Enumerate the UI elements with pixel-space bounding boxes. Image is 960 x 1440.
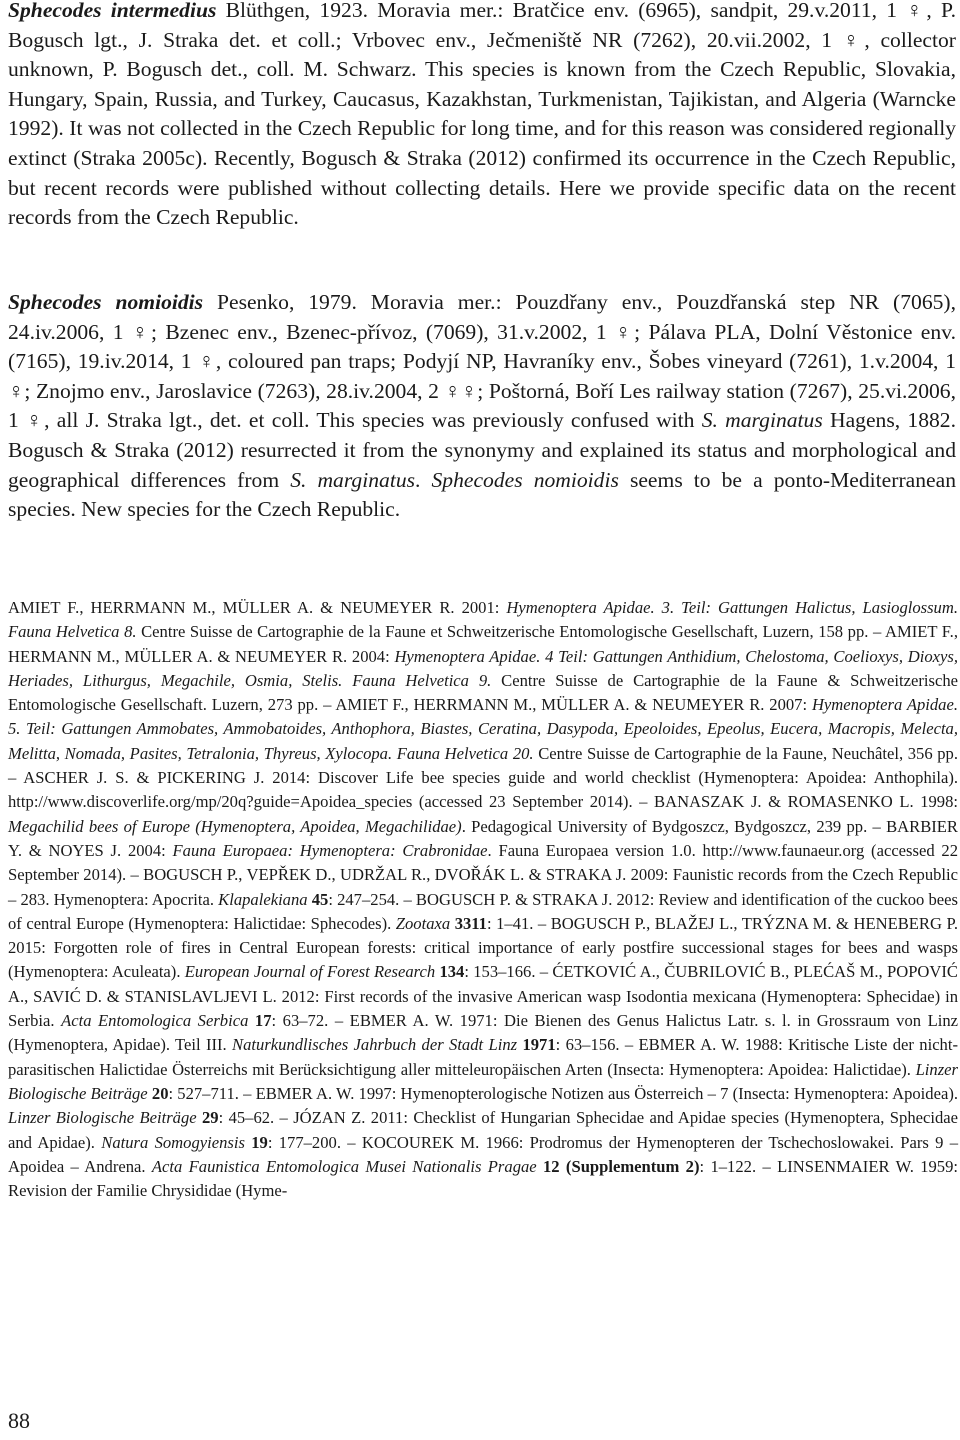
reference-text: . Pedagogical University of Bydgoszcz, Bydgoszcz, 239 pp. – BARBIER Y. & NOYES J. 2004: — [8, 816, 958, 860]
reference-volume: 19 — [251, 1132, 268, 1152]
reference-volume: 20 — [151, 1083, 169, 1103]
reference-title: Fauna Europaea: Hymenoptera: Crabronidae — [172, 840, 488, 860]
reference-volume: 29 — [202, 1108, 219, 1128]
species-account-text: Pesenko, 1979. Moravia mer.: Pouzdřany env., Pouzdřanská step NR (7065), 24.iv.2006, 1 ♀; Bzenec env., Bzenec-přívoz, (7069), 31.v.2002, 1 ♀; Pálava PLA, Dolní Věstonice env. (7165), 19.iv.2014, 1 ♀, coloured pan traps; Podyjí NP, Havraníky env., Šobes vineyard (7261), 1.v.2004, 1 ♀; Znojmo env., Jaroslavice (7263), 28.iv.2004, 2 ♀♀; Poštorná, Boří Les railway station (7267), 25.vi.2006, 1 ♀, all J. Straka lgt., det. et coll. This species was previously confused with — [8, 290, 957, 433]
reference-text: : 527–711. – EBMER A. W. 1997: Hymenopterologische Notizen aus Österreich – 7 (Insecta: Hymenoptera: Apoidea). — [168, 1083, 958, 1103]
species-account-nomioidis — [8, 288, 956, 525]
reference-text: : 63–72. – EBMER A. W. 1971: Die Bienen des Genus Halictus Latr. s. l. in Grossraum von Linz (Hymenoptera, Apidae). Teil III. — [8, 1011, 958, 1055]
reference-text: Centre Suisse de Cartographie de la Faune et Schweitzerische Entomologische Gesellschaft, Luzern, 158 pp. – AMIET F., HERMANN M., MÜLLER A. & NEUMEYER R. 2004: — [8, 622, 958, 666]
species-account-text: . — [415, 467, 432, 492]
reference-title: Linzer Biologische Beiträge — [8, 1108, 197, 1128]
reference-title: Acta Faunistica Entomologica Musei Nationalis Pragae — [151, 1156, 537, 1176]
reference-text: : 177–200. – KOCOUREK M. 1966: Prodromus der Hymenopteren der Tschechoslowakei. Pars 9 – Apoidea – Andrena. — [8, 1132, 959, 1176]
reference-title: Linzer Biologische Beiträge — [8, 1059, 958, 1103]
species-name: Sphecodes intermedius — [8, 0, 217, 22]
reference-text: : 63–156. – EBMER A. W. 1988: Kritische Liste der nicht-parasitischen Halictidae Österreichs mit Berücksichtigung aller mitteleuropäischen Arten (Insecta: Hymenoptera: Apoidea: Halictidae). — [8, 1035, 958, 1079]
species-account-intermedius — [8, 0, 956, 233]
species-account-text: Hagens, 1882. Bogusch & Straka (2012) resurrected it from the synonymy and explained its status and morphological and geographical differences from — [8, 408, 956, 492]
species-name: Sphecodes nomioidis — [8, 290, 204, 314]
reference-volume: 3311 — [454, 913, 487, 933]
reference-title: Zootaxa — [395, 913, 451, 933]
reference-text: : 1–41. – BOGUSCH P., BLAŽEJ L., TRÝZNA M. & HENEBERG P. 2015: Forgotten role of fires in Central European forests: critical importance of early postfire successional stages for bees and wasps (Hymenoptera: Aculeata). — [8, 913, 958, 982]
reference-volume: 1971 — [522, 1035, 556, 1055]
species-account-text: seems to be a ponto-Mediterranean species. New species for the Czech Republic. — [8, 467, 956, 522]
page-number: 88 — [8, 1408, 30, 1433]
reference-volume: 12 (Supplementum 2) — [543, 1156, 700, 1176]
reference-text: Centre Suisse de Cartographie de la Faune & Schweitzerische Entomologische Gesellschaft. Luzern, 273 pp. – AMIET F., HERRMANN M., MÜLLER A. & NEUMEYER R. 2007: — [8, 670, 958, 715]
reference-text: . Fauna Europaea version 1.0. http://www.faunaeur.org (accessed 22 September 2014). – BOGUSCH P., VEPŘEK D., UDRŽAL R., DVOŘÁK L. & STRAKA J. 2009: Faunistic records from the Czech Republic – 283. Hymenoptera: Apocrita. — [8, 840, 958, 909]
reference-text: : 247–254. – BOGUSCH P. & STRAKA J. 2012: Review and identification of the cuckoo bees of central Europe (Hymenoptera: Halictidae: Sphecodes). — [8, 889, 958, 933]
reference-title: Hymenoptera Apidae. 3. Teil: Gattungen Halictus, Lasioglossum. Fauna Helvetica 8. — [8, 598, 958, 642]
reference-title: Natura Somogyiensis — [101, 1132, 245, 1152]
reference-title: Klapalekiana — [218, 889, 308, 909]
taxon-name: Sphecodes nomioidis — [431, 467, 619, 492]
reference-title: Naturkundlisches Jahrbuch der Stadt Linz — [232, 1035, 518, 1055]
reference-volume: 45 — [311, 889, 329, 909]
reference-text: AMIET F., HERRMANN M., MÜLLER A. & NEUMEYER R. 2001: — [8, 598, 507, 617]
taxon-name: S. marginatus — [701, 408, 823, 433]
reference-title: Hymenoptera Apidae. 4 Teil: Gattungen Anthidium, Chelostoma, Coelioxys, Dioxys, Heriades, Lithurgus, Megachile, Osmia, Stelis. Fauna Helvetica 9. — [8, 646, 958, 690]
reference-text: : 153–166. – ĆETKOVIĆ A., ČUBRILOVIĆ B., PLEĆAŠ M., POPOVIĆ A., SAVIĆ D. & STANISLAVLJEVI L. 2012: First records of the invasive American wasp Isodontia mexicana (Hymenoptera: Sphecidae) in Serbia. — [8, 962, 958, 1031]
reference-title: European Journal of Forest Research — [184, 962, 436, 982]
reference-text: Centre Suisse de Cartographie de la Faune, Neuchâtel, 356 pp. – ASCHER J. S. & PICKERING J. 2014: Discover Life bee species guide and world checklist (Hymenoptera: Apoidea: Anthophila). http://www.discoverlife.org/mp/20q?guide=Apoidea_species (accessed 23 September 2014). – BANASZAK J. & ROMASENKO L. 1998: — [8, 743, 958, 812]
reference-volume: 134 — [439, 962, 465, 982]
species-account-text: Blüthgen, 1923. Moravia mer.: Bratčice env. (6965), sandpit, 29.v.2011, 1 ♀, P. Bogusch lgt., J. Straka det. et coll.; Vrbovec env., Ječmeniště NR (7262), 20.vii.2002, 1 ♀, collector unknown, P. Bogusch det., coll. M. Schwarz. This species is known from the Czech Republic, Slovakia, Hungary, Spain, Russia, and Turkey, Caucasus, Kazakhstan, Turkmenistan, Tajikistan, and Algeria (Warncke 1992). It was not collected in the Czech Republic for long time, and for this reason was considered regionally extinct (Straka 2005c). Recently, Bogusch & Straka (2012) confirmed its occurrence in the Czech Republic, but recent records were published without collecting details. Here we provide specific data on the recent records from the Czech Republic. — [8, 0, 956, 230]
reference-text: : 45–62. – JÓZAN Z. 2011: Checklist of Hungarian Sphecidae and Apidae species (Hymenoptera, Sphecidae and Apidae). — [8, 1108, 958, 1152]
references-block — [8, 596, 958, 1203]
reference-text: : 1–122. – LINSENMAIER W. 1959: Revision der Familie Chrysididae (Hyme- — [8, 1156, 959, 1201]
reference-title: Acta Entomologica Serbica — [61, 1011, 249, 1031]
reference-volume: 17 — [254, 1011, 272, 1031]
reference-title: Hymenoptera Apidae. 5. Teil: Gattungen Ammobates, Ammobatoides, Anthophora, Biastes, Ceratina, Dasypoda, Epeoloides, Epeolus, Eucera, Macropis, Melecta, Melitta, Nomada, Pasites, Tetralonia, Thyreus, Xylocopa. Fauna Helvetica 20. — [8, 695, 958, 763]
reference-title: Megachilid bees of Europe (Hymenoptera, Apoidea, Megachilidae) — [8, 816, 462, 836]
taxon-name: S. marginatus — [290, 467, 416, 492]
